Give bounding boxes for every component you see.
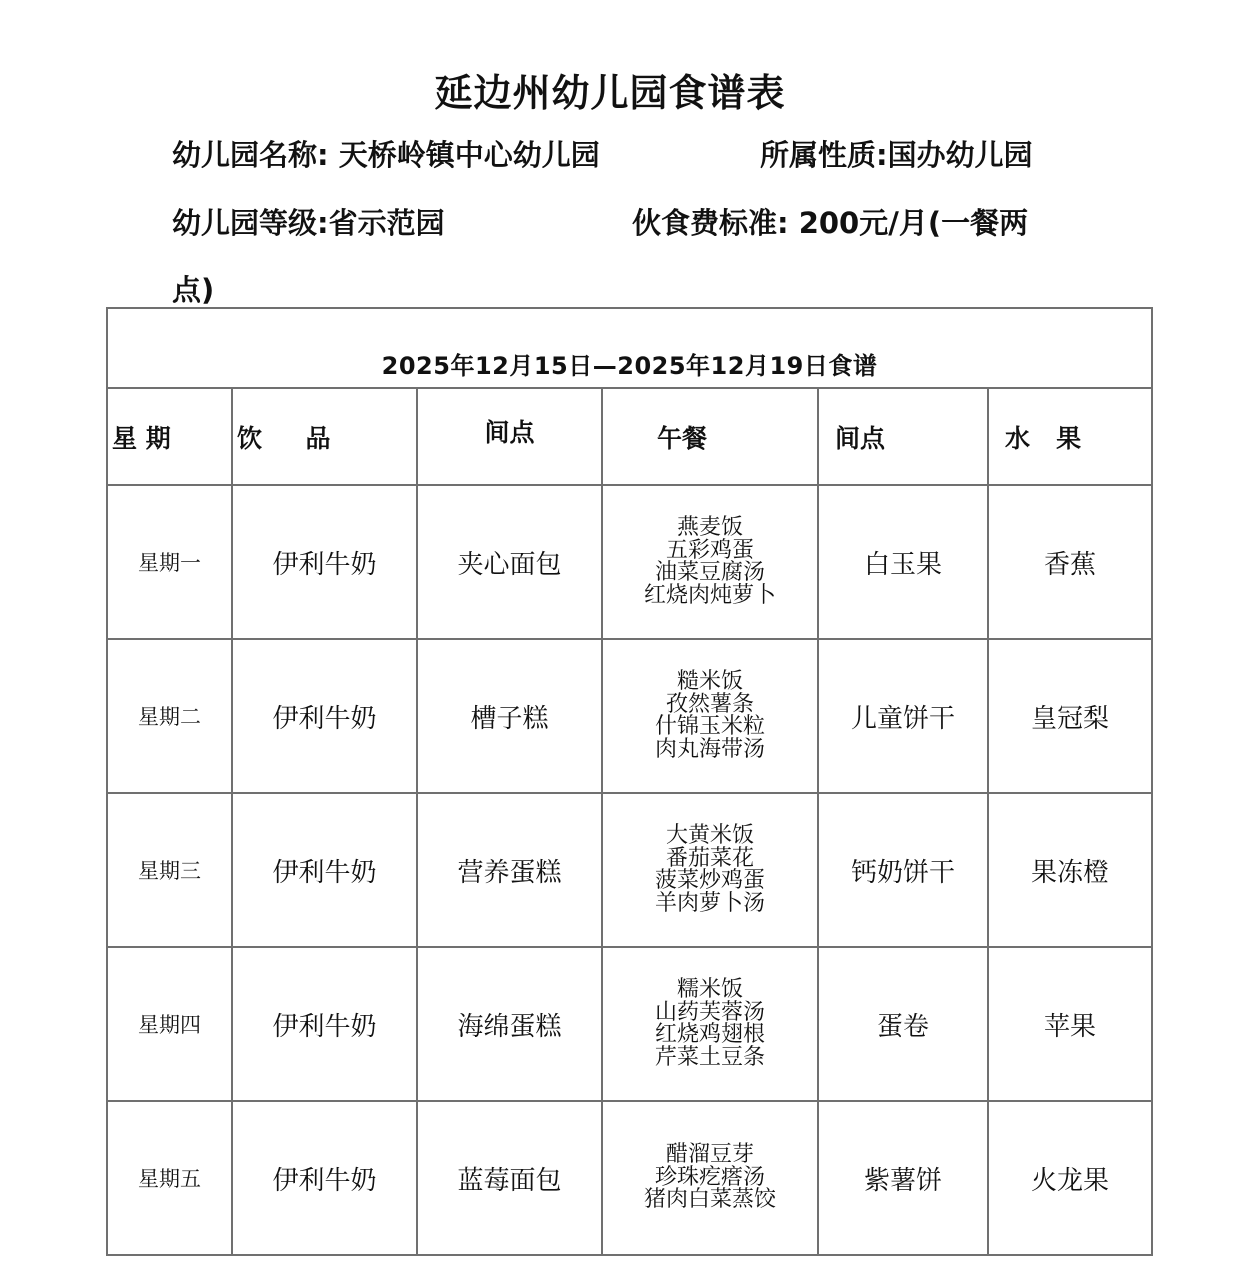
snack-pm-cell bbox=[818, 1101, 988, 1255]
weekday-label: 星期一 bbox=[138, 551, 201, 575]
header-lunch: 午餐 bbox=[602, 388, 818, 485]
lunch-item: 猪肉白菜蒸饺 bbox=[643, 1187, 776, 1213]
snack-pm-cell bbox=[818, 793, 988, 947]
weekday-label: 星期四 bbox=[138, 1013, 201, 1037]
snack-am-value: 营养蛋糕 bbox=[457, 857, 562, 888]
snack-am-cell bbox=[417, 639, 602, 793]
menu-table bbox=[106, 307, 1153, 1256]
snack-pm-value: 钙奶饼干 bbox=[850, 857, 955, 888]
header-snack-pm: 间点 bbox=[818, 388, 988, 485]
snack-pm-cell bbox=[818, 947, 988, 1101]
snack-pm-value: 儿童饼干 bbox=[850, 703, 955, 734]
lunch-item: 糙米饭 bbox=[676, 669, 743, 694]
fruit-cell bbox=[988, 639, 1152, 793]
document-title: 延边州幼儿园食谱表 bbox=[434, 71, 786, 115]
fruit-value: 火龙果 bbox=[1030, 1165, 1109, 1196]
drink-cell bbox=[232, 1101, 417, 1255]
lunch-cell bbox=[602, 793, 818, 947]
weekday-label: 星期二 bbox=[138, 705, 201, 729]
snack-am-value: 夹心面包 bbox=[457, 549, 562, 580]
weekday-cell bbox=[107, 639, 232, 793]
kindergarten-name: 幼儿园名称: 天桥岭镇中心幼儿园 bbox=[172, 138, 600, 172]
lunch-cell bbox=[602, 947, 818, 1101]
date-range-row bbox=[107, 308, 1152, 388]
lunch-cell bbox=[602, 639, 818, 793]
lunch-cell bbox=[602, 1101, 818, 1255]
drink-value: 伊利牛奶 bbox=[272, 1011, 377, 1042]
lunch-item: 油菜豆腐汤 bbox=[654, 560, 765, 585]
drink-cell bbox=[232, 639, 417, 793]
fruit-value: 苹果 bbox=[1043, 1011, 1096, 1042]
fruit-cell bbox=[988, 485, 1152, 639]
snack-pm-value: 紫薯饼 bbox=[863, 1165, 942, 1196]
weekday-label: 星期三 bbox=[138, 859, 201, 883]
lunch-item: 菠菜炒鸡蛋 bbox=[654, 868, 765, 893]
date-range: 2025年12月15日—2025年12月19日食谱 bbox=[107, 308, 1152, 388]
lunch-list bbox=[655, 979, 765, 1069]
header-weekday: 星 期 bbox=[107, 388, 232, 485]
header-fruit: 水 果 bbox=[988, 388, 1152, 485]
lunch-item: 山药芙蓉汤 bbox=[654, 999, 765, 1025]
snack-pm-cell bbox=[818, 485, 988, 639]
drink-value: 伊利牛奶 bbox=[272, 857, 377, 888]
snack-am-value: 槽子糕 bbox=[470, 703, 549, 734]
weekday-cell bbox=[107, 1101, 232, 1255]
header-row bbox=[107, 388, 1152, 485]
snack-am-value: 海绵蛋糕 bbox=[457, 1011, 562, 1042]
snack-am-value: 蓝莓面包 bbox=[457, 1165, 562, 1196]
table-row-monday bbox=[107, 485, 1152, 639]
lunch-item: 芹菜土豆条 bbox=[654, 1044, 765, 1070]
lunch-item: 糯米饭 bbox=[676, 977, 743, 1002]
snack-am-cell bbox=[417, 793, 602, 947]
lunch-item: 燕麦饭 bbox=[676, 515, 743, 540]
lunch-item: 红烧鸡翅根 bbox=[654, 1022, 765, 1047]
affiliation: 所属性质:国办幼儿园 bbox=[760, 138, 1033, 172]
snack-am-cell bbox=[417, 1101, 602, 1255]
drink-value: 伊利牛奶 bbox=[272, 549, 377, 580]
weekday-label: 星期五 bbox=[138, 1167, 201, 1191]
lunch-list bbox=[644, 517, 776, 607]
fruit-value: 皇冠梨 bbox=[1030, 703, 1109, 734]
kindergarten-grade: 幼儿园等级:省示范园 bbox=[172, 206, 445, 240]
drink-value: 伊利牛奶 bbox=[272, 703, 377, 734]
lunch-item: 红烧肉炖萝卜 bbox=[643, 582, 776, 608]
header-drink: 饮 品 bbox=[232, 388, 417, 485]
table-row-wednesday bbox=[107, 793, 1152, 947]
lunch-item: 孜然薯条 bbox=[665, 691, 754, 717]
snack-am-cell bbox=[417, 485, 602, 639]
weekday-cell bbox=[107, 485, 232, 639]
lunch-item: 什锦玉米粒 bbox=[654, 714, 765, 739]
fruit-cell bbox=[988, 947, 1152, 1101]
table-row-thursday bbox=[107, 947, 1152, 1101]
fruit-cell bbox=[988, 793, 1152, 947]
header-snack-am: 间点 bbox=[417, 388, 602, 485]
lunch-list bbox=[655, 671, 765, 761]
lunch-item: 大黄米饭 bbox=[665, 823, 754, 848]
lunch-list bbox=[644, 1144, 776, 1212]
meal-fee-standard-wrap: 点) bbox=[172, 273, 215, 307]
table-row-tuesday bbox=[107, 639, 1152, 793]
lunch-item: 肉丸海带汤 bbox=[654, 736, 765, 762]
fruit-value: 果冻橙 bbox=[1030, 857, 1109, 888]
drink-value: 伊利牛奶 bbox=[272, 1165, 377, 1196]
drink-cell bbox=[232, 793, 417, 947]
weekday-cell bbox=[107, 793, 232, 947]
lunch-cell bbox=[602, 485, 818, 639]
lunch-item: 羊肉萝卜汤 bbox=[654, 890, 765, 916]
drink-cell bbox=[232, 947, 417, 1101]
lunch-item: 珍珠疙瘩汤 bbox=[654, 1164, 765, 1190]
snack-am-cell bbox=[417, 947, 602, 1101]
snack-pm-cell bbox=[818, 639, 988, 793]
snack-pm-value: 蛋卷 bbox=[876, 1011, 929, 1042]
lunch-list bbox=[655, 825, 765, 915]
table-row-friday bbox=[107, 1101, 1152, 1255]
fruit-value: 香蕉 bbox=[1043, 549, 1096, 580]
weekday-cell bbox=[107, 947, 232, 1101]
lunch-item: 醋溜豆芽 bbox=[665, 1142, 754, 1168]
fruit-cell bbox=[988, 1101, 1152, 1255]
snack-pm-value: 白玉果 bbox=[863, 549, 942, 580]
meal-fee-standard: 伙食费标准: 200元/月(一餐两 bbox=[632, 206, 1029, 240]
lunch-item: 番茄菜花 bbox=[665, 845, 754, 871]
drink-cell bbox=[232, 485, 417, 639]
lunch-item: 五彩鸡蛋 bbox=[665, 537, 754, 563]
